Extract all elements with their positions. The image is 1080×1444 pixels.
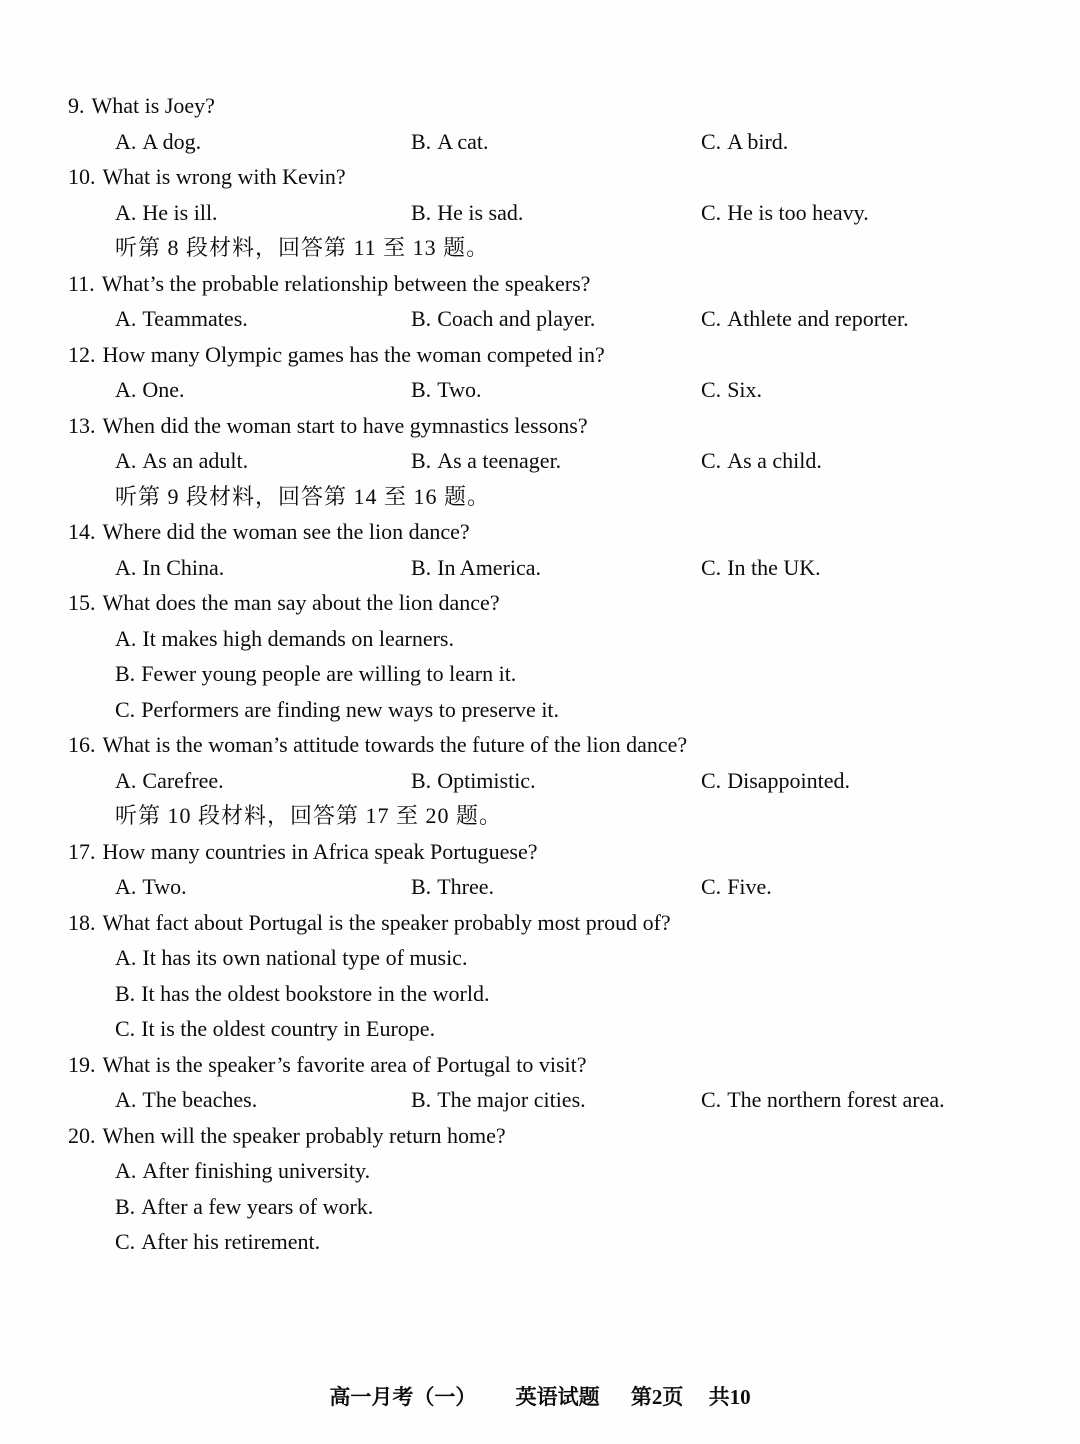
question-9: [68, 88, 1044, 159]
option-text: Coach and player.: [437, 306, 596, 331]
question-number: 12.: [68, 341, 96, 367]
option-text: Fewer young people are willing to learn it.: [141, 661, 517, 686]
footer-page-total: 共10: [708, 1385, 751, 1409]
question-line: [68, 834, 1044, 870]
question-text: What fact about Portugal is the speaker probably most proud of?: [102, 909, 671, 935]
footer-exam-title: 高一月考（一）: [329, 1385, 477, 1409]
question-text: When will the speaker probably return home?: [102, 1122, 506, 1148]
option-label: C.: [701, 767, 722, 793]
option-label: C.: [701, 448, 722, 473]
question-number: 11.: [68, 270, 95, 296]
option-text: He is too heavy.: [727, 199, 869, 225]
option-label: A.: [115, 448, 137, 473]
option-text: Two.: [142, 874, 187, 899]
option-c: [68, 692, 1044, 728]
option-text: The major cities.: [437, 1087, 586, 1112]
option-b: [68, 1189, 1044, 1225]
question-11: [68, 266, 1044, 337]
question-text: What is Joey?: [91, 93, 215, 118]
option-text: It has its own national type of music.: [142, 945, 468, 970]
option-label: A.: [115, 625, 137, 651]
option-text: Six.: [727, 377, 763, 402]
question-line: [68, 266, 1044, 302]
option-text: A bird.: [727, 128, 789, 154]
question-text: What is the speaker’s favorite area of Portugal to visit?: [102, 1051, 587, 1077]
option-a: [115, 763, 411, 799]
option-label: B.: [411, 767, 432, 793]
option-label: A.: [115, 1158, 137, 1183]
option-label: A.: [115, 128, 137, 154]
option-c: [701, 124, 1044, 160]
option-a: [115, 124, 411, 160]
options-row: [68, 124, 1044, 160]
question-19: [68, 1047, 1044, 1118]
option-label: B.: [411, 306, 432, 331]
options-row: [68, 1082, 1044, 1118]
option-c: [701, 195, 1044, 231]
options-row: [68, 443, 1044, 479]
option-label: C.: [701, 377, 722, 402]
option-text: After his retirement.: [141, 1229, 321, 1254]
option-text: Teammates.: [142, 306, 248, 331]
option-text: After a few years of work.: [141, 1193, 374, 1219]
option-a: [115, 869, 411, 905]
option-label: C.: [115, 1229, 136, 1254]
option-label: A.: [115, 767, 137, 793]
listening-instruction-section-8: 听第 8 段材料，回答第 11 至 13 题。: [115, 235, 490, 260]
option-label: C.: [701, 554, 722, 580]
option-text: He is sad.: [437, 199, 524, 225]
option-b: [68, 656, 1044, 692]
option-text: Athlete and reporter.: [727, 306, 909, 331]
option-label: C.: [115, 1016, 136, 1041]
option-text: After finishing university.: [142, 1158, 371, 1183]
option-b: [411, 195, 701, 231]
option-label: B.: [115, 1193, 136, 1219]
question-text: How many countries in Africa speak Portuguese?: [102, 838, 538, 864]
option-label: B.: [411, 128, 432, 154]
question-text: What is the woman’s attitude towards the future of the lion dance?: [102, 732, 688, 757]
option-b: [411, 763, 701, 799]
option-a: [115, 443, 411, 479]
question-number: 15.: [68, 590, 96, 615]
option-label: C.: [701, 128, 722, 154]
question-18: [68, 905, 1044, 1047]
option-c: [701, 763, 1044, 799]
question-line: [68, 585, 1044, 621]
option-text: Disappointed.: [727, 767, 851, 793]
question-15: [68, 585, 1044, 727]
option-b: [411, 1082, 701, 1118]
option-text: As an adult.: [142, 448, 249, 473]
option-a: [115, 195, 411, 231]
option-text: As a teenager.: [437, 448, 562, 473]
option-text: One.: [142, 377, 185, 402]
option-a: [115, 550, 411, 586]
option-text: He is ill.: [142, 199, 218, 225]
question-20: [68, 1118, 1044, 1260]
option-text: In America.: [437, 554, 542, 580]
question-text: What is wrong with Kevin?: [102, 164, 346, 189]
option-label: B.: [115, 661, 136, 686]
footer-page-number: 第2页: [630, 1385, 684, 1409]
option-c: [701, 372, 1044, 408]
option-label: C.: [701, 306, 722, 331]
listening-instruction-section-10: 听第 10 段材料，回答第 17 至 20 题。: [115, 803, 503, 828]
question-13: [68, 408, 1044, 479]
question-line: [68, 408, 1044, 444]
question-line: [68, 88, 1044, 124]
option-a: [68, 621, 1044, 657]
options-row: [68, 763, 1044, 799]
option-label: B.: [411, 874, 432, 899]
option-label: C.: [115, 696, 136, 722]
question-number: 19.: [68, 1051, 96, 1077]
question-text: What does the man say about the lion dance?: [102, 590, 500, 615]
question-line: [68, 727, 1044, 763]
question-12: [68, 337, 1044, 408]
option-text: As a child.: [727, 448, 822, 473]
option-c: [701, 869, 1044, 905]
option-b: [411, 869, 701, 905]
option-a: [68, 1153, 1044, 1189]
option-label: B.: [411, 554, 432, 580]
option-c: [68, 1011, 1044, 1047]
option-a: [115, 301, 411, 337]
question-16: [68, 727, 1044, 798]
question-number: 14.: [68, 519, 96, 544]
listening-instruction-section-9: 听第 9 段材料，回答第 14 至 16 题。: [115, 483, 491, 509]
option-text: Performers are finding new ways to preserve it.: [141, 696, 560, 722]
option-label: B.: [411, 1087, 432, 1112]
option-label: B.: [411, 199, 432, 225]
question-line: [68, 1118, 1044, 1154]
question-line: [68, 159, 1044, 195]
option-text: A dog.: [142, 128, 202, 154]
option-label: A.: [115, 554, 137, 580]
option-c: [701, 443, 1044, 479]
option-text: The beaches.: [142, 1087, 258, 1112]
option-c: [701, 301, 1044, 337]
option-label: C.: [701, 874, 722, 899]
option-a: [68, 940, 1044, 976]
options-row: [68, 301, 1044, 337]
question-number: 9.: [68, 93, 85, 118]
question-list: [68, 88, 1044, 1260]
option-label: B.: [115, 980, 136, 1006]
option-b: [411, 550, 701, 586]
option-text: In China.: [142, 554, 225, 580]
option-label: A.: [115, 945, 137, 970]
question-line: [68, 514, 1044, 550]
page-footer: [0, 1381, 1080, 1411]
option-c: [701, 550, 1044, 586]
option-b: [411, 124, 701, 160]
options-row: [68, 372, 1044, 408]
option-text: Carefree.: [142, 767, 224, 793]
question-10: [68, 159, 1044, 230]
question-14: [68, 514, 1044, 585]
options-row: [68, 550, 1044, 586]
option-b: [68, 976, 1044, 1012]
option-label: A.: [115, 377, 137, 402]
option-text: A cat.: [437, 128, 489, 154]
option-c: [701, 1082, 1044, 1118]
option-text: Three.: [437, 874, 494, 899]
question-number: 10.: [68, 164, 96, 189]
option-label: A.: [115, 1087, 137, 1112]
footer-subject: 英语试题: [515, 1385, 600, 1409]
question-number: 13.: [68, 412, 96, 438]
option-label: B.: [411, 377, 432, 402]
option-text: Five.: [727, 874, 772, 899]
option-text: Optimistic.: [437, 767, 536, 793]
question-text: When did the woman start to have gymnastics lessons?: [102, 412, 588, 438]
question-number: 18.: [68, 909, 96, 935]
option-text: It is the oldest country in Europe.: [141, 1016, 436, 1041]
option-label: B.: [411, 448, 432, 473]
option-b: [411, 301, 701, 337]
option-a: [115, 1082, 411, 1118]
option-a: [115, 372, 411, 408]
option-text: It makes high demands on learners.: [142, 625, 454, 651]
question-number: 16.: [68, 732, 96, 757]
question-line: [68, 337, 1044, 373]
options-row: [68, 195, 1044, 231]
option-text: It has the oldest bookstore in the world.: [141, 980, 490, 1006]
option-text: Two.: [437, 377, 482, 402]
question-number: 17.: [68, 838, 96, 864]
option-label: A.: [115, 874, 137, 899]
options-row: [68, 869, 1044, 905]
option-c: [68, 1224, 1044, 1260]
question-text: Where did the woman see the lion dance?: [102, 519, 470, 544]
question-text: How many Olympic games has the woman competed in?: [102, 341, 605, 367]
option-label: A.: [115, 199, 137, 225]
option-label: C.: [701, 1087, 722, 1112]
question-line: [68, 905, 1044, 941]
question-line: [68, 1047, 1044, 1083]
question-text: What’s the probable relationship between the speakers?: [101, 270, 591, 296]
question-17: [68, 834, 1044, 905]
option-b: [411, 443, 701, 479]
option-b: [411, 372, 701, 408]
question-number: 20.: [68, 1122, 96, 1148]
option-text: The northern forest area.: [727, 1087, 945, 1112]
option-label: A.: [115, 306, 137, 331]
option-label: C.: [701, 199, 722, 225]
option-text: In the UK.: [727, 554, 821, 580]
